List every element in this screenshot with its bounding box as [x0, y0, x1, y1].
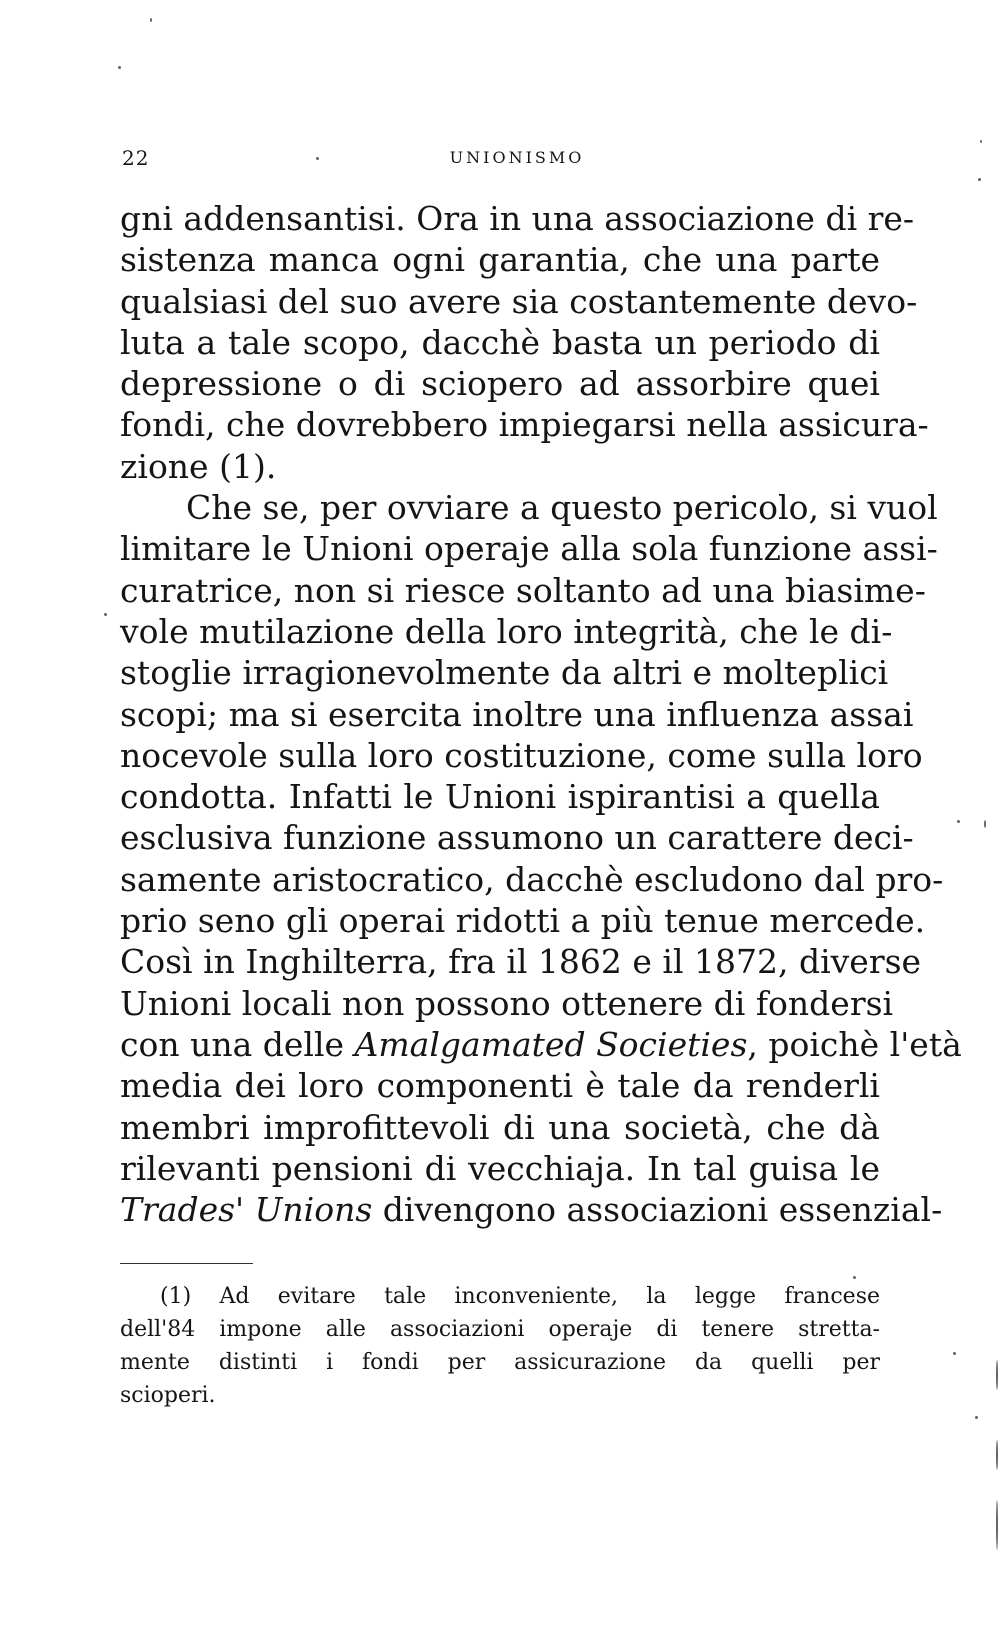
footnote: [120, 1280, 880, 1412]
footnote-line: scioperi.: [120, 1383, 216, 1408]
text-line: limitare le Unioni operaje alla sola funzione assi-: [120, 529, 938, 569]
text-fragment: , poichè l'età: [747, 1024, 962, 1064]
scan-speck: [980, 140, 982, 143]
text-line: vole mutilazione della loro integrità, che le di-: [120, 611, 893, 651]
text-line: nocevole sulla loro costituzione, come sulla loro: [120, 735, 923, 775]
body-text: [120, 198, 962, 1230]
scan-speck: [953, 1352, 956, 1355]
text-line: sistenza manca ogni garantia, che una parte: [120, 240, 880, 280]
text-line-mixed: [120, 1189, 943, 1230]
scan-speck: [996, 1500, 998, 1550]
text-fragment: con una delle: [120, 1024, 355, 1064]
text-line: fondi, che dovrebbero impiegarsi nella assicura-: [120, 405, 929, 445]
footnote-line: dell'84 impone alle associazioni operaje di tenere stretta-: [120, 1317, 880, 1342]
text-line: rilevanti pensioni di vecchiaja. In tal guisa le: [120, 1148, 880, 1188]
text-line: media dei loro componenti è tale da renderli: [120, 1066, 880, 1106]
scan-speck: [150, 18, 152, 22]
page-number: 22: [122, 146, 150, 170]
scan-speck: [975, 1416, 978, 1419]
italic-term-amalgamated-societies: Amalgamated Societies: [354, 1024, 748, 1064]
text-line: depressione o di sciopero ad assorbire quei: [120, 364, 880, 404]
scan-speck: [984, 820, 986, 828]
text-line: Così in Inghilterra, fra il 1862 e il 1872, diverse: [120, 942, 922, 982]
text-fragment: divengono associazioni essenzial-: [372, 1190, 943, 1230]
text-line: curatrice, non si riesce soltanto ad una biasime-: [120, 570, 926, 610]
scan-speck: [996, 1360, 998, 1390]
page-header: [122, 146, 882, 176]
text-line: esclusiva funzione assumono un carattere deci-: [120, 818, 914, 858]
running-head: UNIONISMO: [449, 148, 585, 167]
text-line: luta a tale scopo, dacchè basta un periodo di: [120, 322, 880, 362]
scan-speck: [978, 178, 981, 181]
footnote-separator: [120, 1263, 253, 1264]
scan-speck: [996, 1440, 998, 1470]
text-line: qualsiasi del suo avere sia costantemente devo-: [120, 281, 918, 321]
text-line: Unioni locali non possono ottenere di fondersi: [120, 983, 894, 1023]
footnote-line: (1) Ad evitare tale inconveniente, la legge francese: [160, 1284, 880, 1309]
italic-term-trades-unions: Trades' Unions: [120, 1190, 373, 1230]
footnote-line: mente distinti i fondi per assicurazione da quelli per: [120, 1350, 880, 1375]
scan-speck: [118, 66, 121, 69]
text-line: zione (1).: [120, 446, 277, 486]
text-line: scopi; ma si esercita inoltre una influenza assai: [120, 694, 914, 734]
scan-speck: [957, 820, 960, 823]
text-line: samente aristocratico, dacchè escludono dal pro-: [120, 859, 944, 899]
paragraph-start-line: Che se, per ovviare a questo pericolo, si vuol: [186, 488, 938, 528]
scan-speck: [853, 1276, 856, 1279]
text-line-mixed: [120, 1024, 962, 1065]
text-line: gni addensantisi. Ora in una associazione di re-: [120, 199, 915, 238]
text-line: prio seno gli operai ridotti a più tenue mercede.: [120, 901, 926, 941]
text-line: membri improfittevoli di una società, che dà: [120, 1107, 880, 1147]
text-line: condotta. Infatti le Unioni ispirantisi a quella: [120, 777, 880, 817]
scan-speck: [104, 613, 107, 616]
scan-speck: [316, 157, 319, 160]
text-line: stoglie irragionevolmente da altri e molteplici: [120, 653, 889, 693]
